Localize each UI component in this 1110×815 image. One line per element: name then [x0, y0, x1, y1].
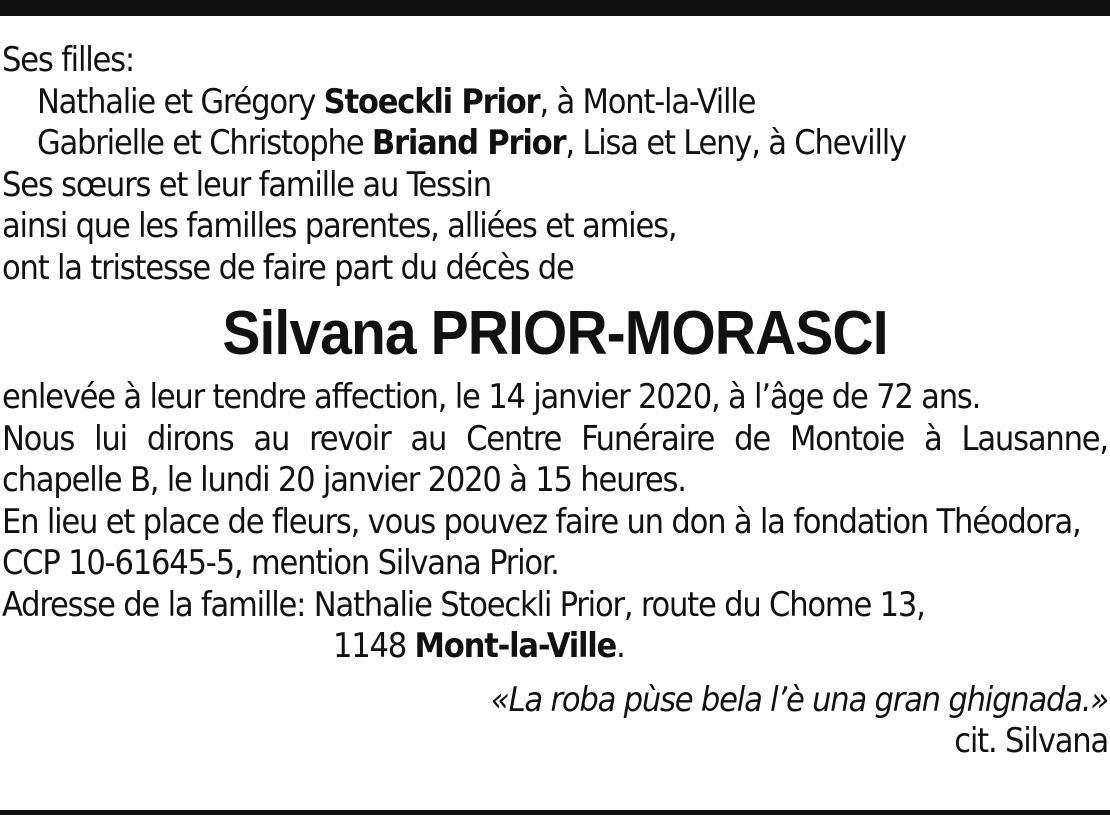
- family-line-stoeckli-names: Nathalie et Grégory: [37, 81, 324, 122]
- address-period: .: [616, 626, 625, 666]
- quote: «La roba pùse bela l’è una gran ghignada.»: [490, 679, 1108, 720]
- deceased-name: Silvana PRIOR-MORASCI: [222, 299, 888, 368]
- ceremony-word: lui: [94, 418, 127, 459]
- ceremony-word: Funéraire: [581, 418, 715, 459]
- quote-attribution: cit. Silvana: [954, 721, 1108, 761]
- family-address-city-line: [2, 626, 1108, 668]
- family-line-stoeckli-place: , à Mont-la-Ville: [539, 81, 756, 122]
- ceremony-word: au: [253, 418, 290, 459]
- ceremony-word: Nous: [2, 418, 75, 459]
- family-line-stoeckli: [2, 82, 1108, 124]
- ceremony-word: dirons: [146, 418, 234, 459]
- passing-date-line: enlevée à leur tendre affection, le 14 janvier 2020, à l’âge de 72 ans.: [2, 377, 981, 417]
- top-border: [0, 0, 1110, 16]
- sisters-line: Ses sœurs et leur famille au Tessin: [2, 164, 491, 205]
- bottom-border: [0, 810, 1110, 815]
- address-city: Mont-la-Ville: [414, 626, 617, 666]
- family-line-briand-names: Gabrielle et Christophe: [37, 123, 372, 163]
- ceremony-word: Lausanne,: [961, 418, 1108, 459]
- ceremony-word: Montoie: [789, 418, 905, 459]
- address-postcode: 1148: [333, 626, 415, 666]
- ccp-line: CCP 10-61645-5, mention Silvana Prior.: [2, 543, 559, 583]
- obituary-notice: [2, 40, 1108, 763]
- ceremony-word: revoir: [309, 418, 391, 459]
- daughters-heading: Ses filles:: [2, 40, 135, 80]
- ceremony-word: à: [924, 418, 942, 459]
- chapel-line: chapelle B, le lundi 20 janvier 2020 à 15 heures.: [2, 460, 686, 500]
- ceremony-word: de: [734, 418, 770, 459]
- sorrow-line: ont la tristesse de faire part du décès de: [2, 247, 574, 288]
- family-surname-briand: Briand Prior: [371, 123, 566, 163]
- ceremony-word: Centre: [466, 418, 562, 459]
- donation-line: En lieu et place de fleurs, vous pouvez faire un don à la fondation Théodora,: [2, 501, 1081, 542]
- family-line-briand-place: , Lisa et Leny, à Chevilly: [565, 123, 906, 163]
- ceremony-word: au: [410, 418, 447, 459]
- family-surname-stoeckli: Stoeckli Prior: [323, 81, 540, 122]
- ceremony-line: [2, 419, 1108, 461]
- relatives-line: ainsi que les familles parentes, alliées et amies,: [2, 206, 677, 246]
- family-line-briand: [2, 123, 1108, 165]
- family-address-line: Adresse de la famille: Nathalie Stoeckli Prior, route du Chome 13,: [2, 584, 925, 625]
